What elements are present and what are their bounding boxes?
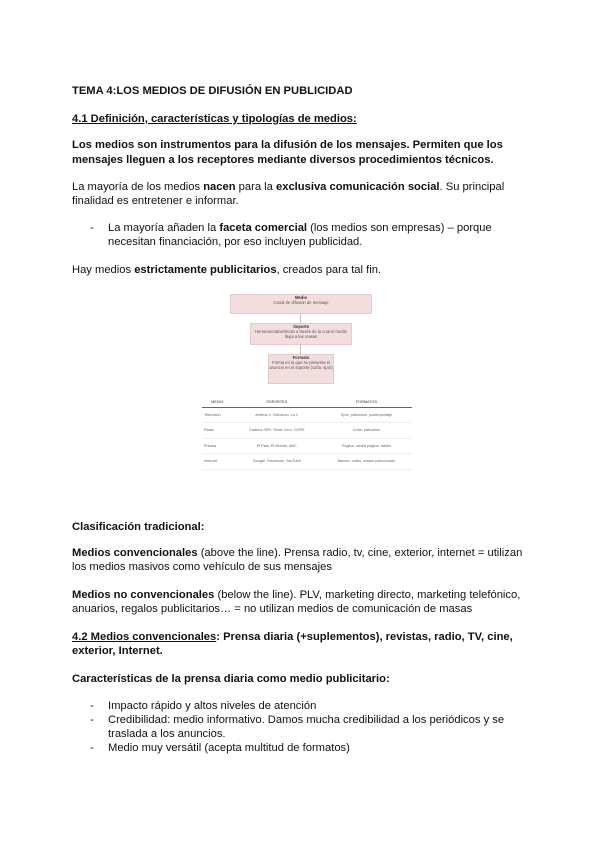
bullet-impacto: Impacto rápido y altos niveles de atención: [108, 700, 317, 712]
diagram-box-medio: [230, 294, 372, 314]
table-cell: Cuña, patrocinio: [321, 423, 412, 439]
diagram-box-title: Soporte: [293, 324, 309, 329]
text-bold: exclusiva comunicación social: [276, 181, 440, 193]
section-heading-4-1: 4.1 Definición, características y tipologías de medios:: [72, 113, 357, 125]
text-run: . Su principal: [439, 181, 505, 193]
caracteristicas-heading: Características de la prensa diaria como medio publicitario:: [72, 673, 390, 685]
table-row: [202, 438, 412, 454]
diagram-box-text: Canal de difusión de mensaje: [273, 300, 329, 305]
table-cell: Televisión: [202, 407, 233, 423]
text-run: traslada a los anuncios.: [108, 728, 226, 740]
text-run: (los medios son empresas) – porque: [307, 222, 492, 234]
diagram-box-soporte: [250, 323, 352, 345]
text-run: La mayoría de los medios: [72, 181, 204, 193]
text-run: , creados para tal fin.: [276, 264, 382, 276]
paragraph-2: [72, 263, 381, 277]
text-underlined: 4.2 Medios convencionales: [72, 631, 217, 643]
table-cell: Banner, vídeo, enlace patrocinado: [321, 454, 412, 470]
text-run: (below the line). PLV, marketing directo, marketing telefónico,: [214, 589, 521, 601]
convencionales-line-1: [72, 546, 522, 560]
bullet-marker: -: [90, 700, 94, 712]
diagram-connector: [300, 344, 301, 354]
text-bold: Medios convencionales: [72, 547, 198, 559]
bullet-faceta-comercial: [108, 221, 527, 249]
no-convencionales-line-2: anuarios, regalos publicitarios… = no utilizan medios de comunicación de masas: [72, 603, 473, 615]
clasificacion-heading: Clasificación tradicional:: [72, 521, 205, 533]
table-row: [202, 454, 412, 470]
diagram-box-text: Herramienta/vehículo a través de la cual el medio llega a las masas: [255, 329, 347, 339]
text-bold: estrictamente publicitarios: [134, 264, 277, 276]
paragraph-1-line-1: [72, 180, 504, 194]
section-heading-4-2-line-2: exterior, Internet.: [72, 645, 163, 657]
text-bold: nacen: [203, 181, 236, 193]
diagram-box-text: Forma en la que se presenta el anuncio en el soporte (cuña, spot): [269, 360, 333, 370]
bullet-marker: -: [90, 222, 94, 234]
paragraph-1-line-2: finalidad es entretener e informar.: [72, 195, 239, 207]
no-convencionales-line-1: [72, 588, 520, 602]
bullet-marker: -: [90, 714, 94, 726]
table-cell: Internet: [202, 454, 233, 470]
table-header: FORMATOS: [321, 398, 412, 407]
text-bold: : Prensa diaria (+suplementos), revistas, radio, TV, cine,: [216, 631, 513, 643]
table-row: [202, 423, 412, 439]
text-run: (above the line). Prensa radio, tv, cine, exterior, internet = utilizan: [197, 547, 523, 559]
table-cell: Google, Facebook, YouTube: [233, 454, 321, 470]
diagram-box-formato: [268, 354, 334, 384]
diagram-box-title: Medio: [294, 295, 308, 300]
table-cell: Spot, patrocinio, publireportaje: [321, 407, 412, 423]
diagram-connector: [300, 313, 301, 323]
table-cell: El País, El Mundo, ABC: [233, 438, 321, 454]
table-header-row: [202, 398, 412, 407]
media-table: [202, 398, 412, 470]
diagram-box-title: Formato: [292, 355, 310, 360]
bullet-versatil: Medio muy versátil (acepta multitud de formatos): [108, 742, 350, 754]
table-header: MEDIO: [202, 398, 233, 407]
text-run: Credibilidad: medio informativo. Damos mucha credibilidad a los periódicos y se: [108, 714, 505, 726]
table-cell: Página, media página, faldón: [321, 438, 412, 454]
intro-line-1: Los medios son instrumentos para la difusión de los mensajes. Permiten que los: [72, 139, 503, 151]
table-row: [202, 407, 412, 423]
text-bold: Medios no convencionales: [72, 589, 215, 601]
table-cell: Prensa: [202, 438, 233, 454]
table-cell: Antena 3, Telecinco, La 1: [233, 407, 321, 423]
intro-line-2: mensajes lleguen a los receptores mediante diversos procedimientos técnicos.: [72, 154, 494, 166]
table-cell: Cadena SER, Onda Cero, COPE: [233, 423, 321, 439]
text-bold: faceta comercial: [219, 222, 308, 234]
table-cell: Radio: [202, 423, 233, 439]
table-header: SOPORTES: [233, 398, 321, 407]
bullet-marker: -: [90, 742, 94, 754]
page-title: TEMA 4:LOS MEDIOS DE DIFUSIÓN EN PUBLICIDAD: [72, 85, 353, 97]
convencionales-line-2: los medios masivos como vehículo de sus mensajes: [72, 561, 332, 573]
text-run: para la: [235, 181, 276, 193]
bullet-credibilidad: [108, 713, 527, 741]
text-run: La mayoría añaden la: [108, 222, 220, 234]
text-run: Hay medios: [72, 264, 135, 276]
text-run: necesitan financiación, por eso incluyen publicidad.: [108, 236, 363, 248]
section-heading-4-2: [72, 630, 513, 644]
